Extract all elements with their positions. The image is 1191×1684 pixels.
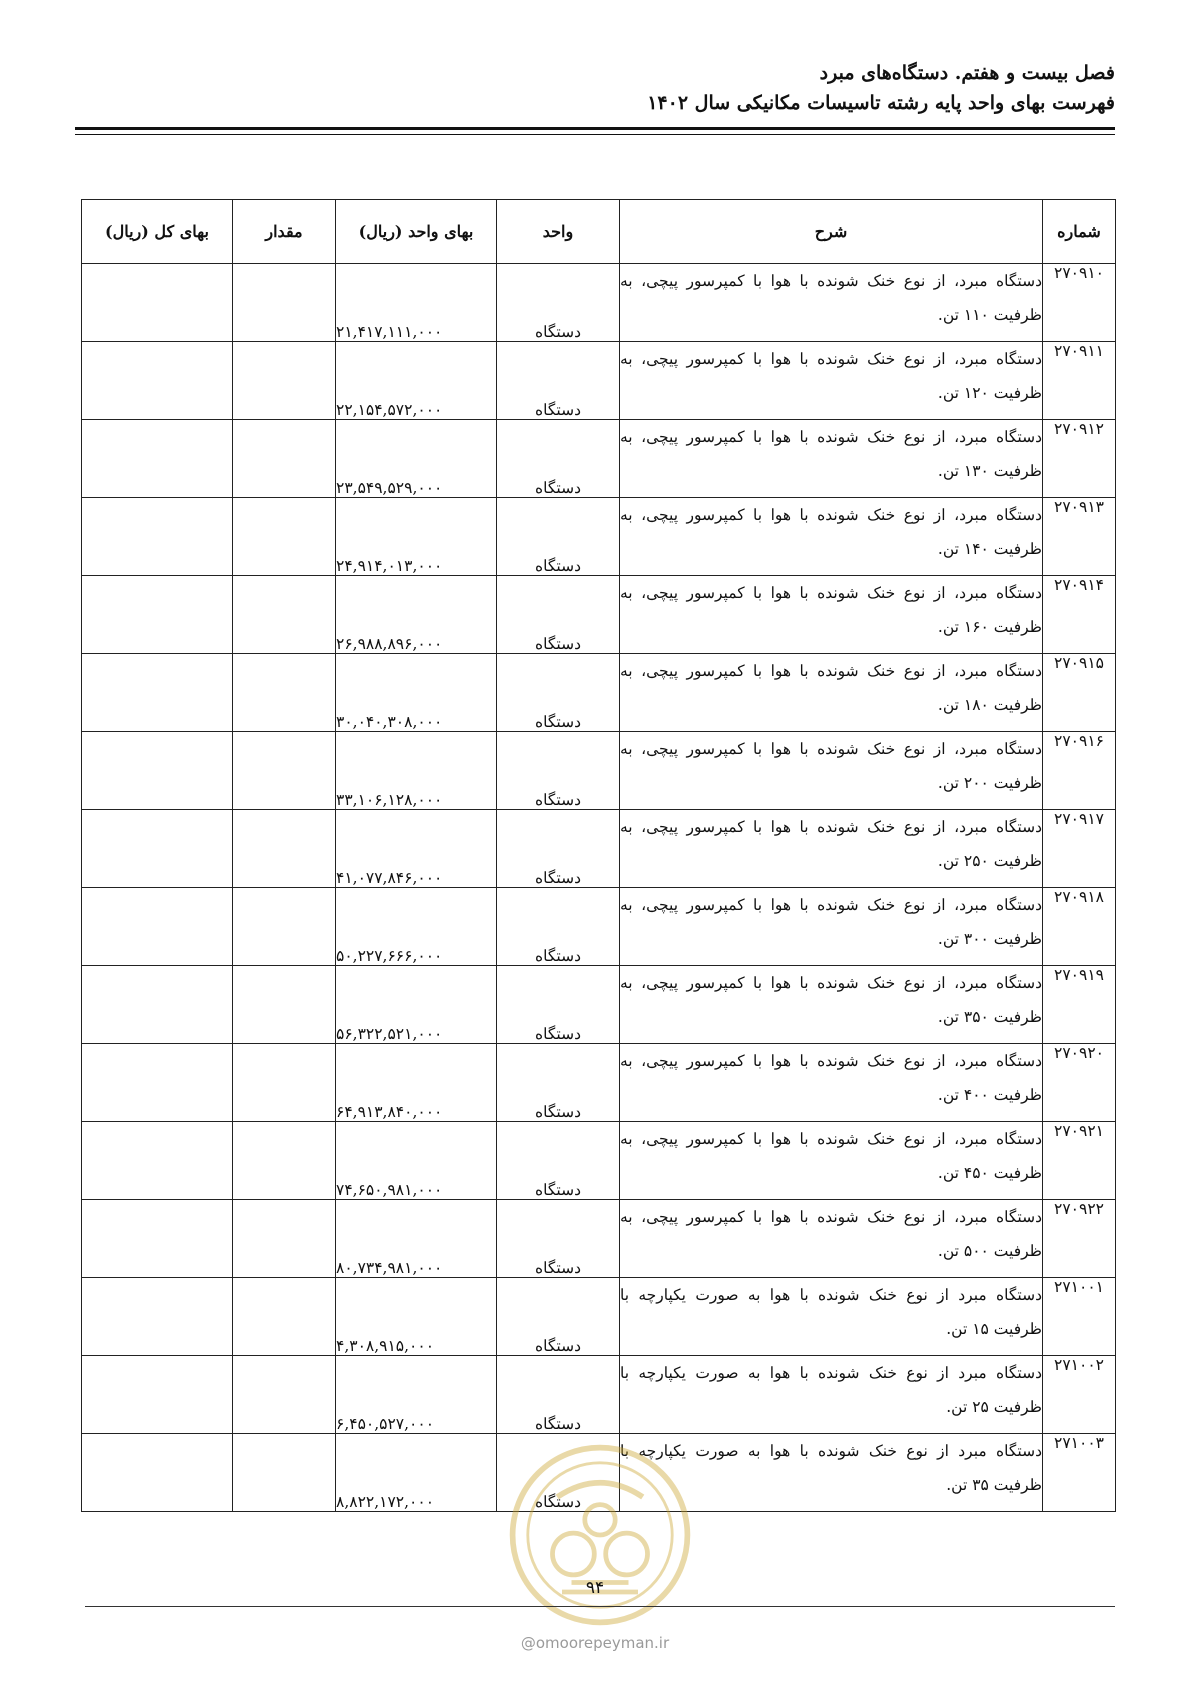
cell-unit-price: ۲۴,۹۱۴,۰۱۳,۰۰۰: [336, 498, 497, 576]
cell-code: ۲۷۰۹۱۰: [1043, 264, 1116, 342]
cell-unit: دستگاه: [497, 732, 620, 810]
cell-unit: دستگاه: [497, 420, 620, 498]
table-row: [82, 1122, 1116, 1200]
cell-unit: دستگاه: [497, 1434, 620, 1512]
cell-quantity: [233, 264, 336, 342]
cell-code: ۲۷۰۹۱۹: [1043, 966, 1116, 1044]
cell-total-price: [82, 654, 233, 732]
column-header-description: شرح: [620, 200, 1043, 264]
table-body: [82, 264, 1116, 1512]
table-row: [82, 1278, 1116, 1356]
table-row: [82, 498, 1116, 576]
cell-unit-price: ۲۱,۴۱۷,۱۱۱,۰۰۰: [336, 264, 497, 342]
cell-total-price: [82, 732, 233, 810]
table-row: [82, 966, 1116, 1044]
cell-quantity: [233, 966, 336, 1044]
cell-quantity: [233, 498, 336, 576]
cell-unit-price: ۲۶,۹۸۸,۸۹۶,۰۰۰: [336, 576, 497, 654]
cell-total-price: [82, 810, 233, 888]
cell-description: دستگاه مبرد، از نوع خنک شونده با هوا با کمپرسور پیچی، به ظرفیت ۴۵۰ تن.: [620, 1122, 1043, 1200]
cell-unit-price: ۲۳,۵۴۹,۵۲۹,۰۰۰: [336, 420, 497, 498]
header-divider-thin: [75, 134, 1115, 135]
cell-code: ۲۷۱۰۰۲: [1043, 1356, 1116, 1434]
cell-unit-price: ۳۳,۱۰۶,۱۲۸,۰۰۰: [336, 732, 497, 810]
column-header-unit-price: بهای واحد (ریال): [336, 200, 497, 264]
cell-total-price: [82, 1356, 233, 1434]
cell-description: دستگاه مبرد، از نوع خنک شونده با هوا با کمپرسور پیچی، به ظرفیت ۱۶۰ تن.: [620, 576, 1043, 654]
table-row: [82, 342, 1116, 420]
cell-quantity: [233, 420, 336, 498]
cell-unit: دستگاه: [497, 342, 620, 420]
cell-description: دستگاه مبرد از نوع خنک شونده با هوا به صورت یکپارچه با ظرفیت ۳۵ تن.: [620, 1434, 1043, 1512]
cell-code: ۲۷۰۹۱۴: [1043, 576, 1116, 654]
cell-unit: دستگاه: [497, 1044, 620, 1122]
table-row: [82, 1434, 1116, 1512]
site-credit: @omoorepeyman.ir: [520, 1634, 670, 1652]
table-row: [82, 420, 1116, 498]
cell-description: دستگاه مبرد، از نوع خنک شونده با هوا با کمپرسور پیچی، به ظرفیت ۳۵۰ تن.: [620, 966, 1043, 1044]
cell-unit: دستگاه: [497, 1122, 620, 1200]
table-row: [82, 732, 1116, 810]
cell-total-price: [82, 342, 233, 420]
column-header-total-price: بهای کل (ریال): [82, 200, 233, 264]
cell-unit: دستگاه: [497, 1278, 620, 1356]
footer-divider: [85, 1606, 1115, 1607]
cell-description: دستگاه مبرد، از نوع خنک شونده با هوا با کمپرسور پیچی، به ظرفیت ۱۲۰ تن.: [620, 342, 1043, 420]
cell-total-price: [82, 966, 233, 1044]
cell-quantity: [233, 1200, 336, 1278]
cell-description: دستگاه مبرد، از نوع خنک شونده با هوا با کمپرسور پیچی، به ظرفیت ۲۰۰ تن.: [620, 732, 1043, 810]
cell-code: ۲۷۰۹۱۱: [1043, 342, 1116, 420]
cell-total-price: [82, 1122, 233, 1200]
chapter-title: فصل بیست و هفتم. دستگاه‌های مبرد: [819, 62, 1115, 84]
cell-quantity: [233, 732, 336, 810]
cell-total-price: [82, 498, 233, 576]
cell-total-price: [82, 264, 233, 342]
table-row: [82, 654, 1116, 732]
cell-unit-price: ۴,۳۰۸,۹۱۵,۰۰۰: [336, 1278, 497, 1356]
page-header: [75, 58, 1115, 118]
cell-unit: دستگاه: [497, 888, 620, 966]
cell-quantity: [233, 1122, 336, 1200]
cell-code: ۲۷۰۹۲۲: [1043, 1200, 1116, 1278]
cell-description: دستگاه مبرد، از نوع خنک شونده با هوا با کمپرسور پیچی، به ظرفیت ۱۳۰ تن.: [620, 420, 1043, 498]
cell-description: دستگاه مبرد، از نوع خنک شونده با هوا با کمپرسور پیچی، به ظرفیت ۲۵۰ تن.: [620, 810, 1043, 888]
cell-quantity: [233, 654, 336, 732]
cell-code: ۲۷۰۹۱۶: [1043, 732, 1116, 810]
cell-quantity: [233, 342, 336, 420]
cell-unit: دستگاه: [497, 576, 620, 654]
cell-unit-price: ۷۴,۶۵۰,۹۸۱,۰۰۰: [336, 1122, 497, 1200]
cell-quantity: [233, 576, 336, 654]
cell-total-price: [82, 1278, 233, 1356]
cell-unit-price: ۶۴,۹۱۳,۸۴۰,۰۰۰: [336, 1044, 497, 1122]
column-header-quantity: مقدار: [233, 200, 336, 264]
table-header-row: [82, 200, 1116, 264]
table-row: [82, 1356, 1116, 1434]
cell-description: دستگاه مبرد، از نوع خنک شونده با هوا با کمپرسور پیچی، به ظرفیت ۴۰۰ تن.: [620, 1044, 1043, 1122]
table-row: [82, 1200, 1116, 1278]
cell-description: دستگاه مبرد، از نوع خنک شونده با هوا با کمپرسور پیچی، به ظرفیت ۱۸۰ تن.: [620, 654, 1043, 732]
cell-description: دستگاه مبرد، از نوع خنک شونده با هوا با کمپرسور پیچی، به ظرفیت ۳۰۰ تن.: [620, 888, 1043, 966]
cell-description: دستگاه مبرد از نوع خنک شونده با هوا به صورت یکپارچه با ظرفیت ۱۵ تن.: [620, 1278, 1043, 1356]
cell-total-price: [82, 888, 233, 966]
cell-description: دستگاه مبرد، از نوع خنک شونده با هوا با کمپرسور پیچی، به ظرفیت ۵۰۰ تن.: [620, 1200, 1043, 1278]
table-row: [82, 264, 1116, 342]
cell-unit-price: ۴۱,۰۷۷,۸۴۶,۰۰۰: [336, 810, 497, 888]
cell-code: ۲۷۰۹۲۰: [1043, 1044, 1116, 1122]
column-header-unit: واحد: [497, 200, 620, 264]
cell-quantity: [233, 1044, 336, 1122]
price-table: [81, 199, 1116, 1512]
table-row: [82, 888, 1116, 966]
cell-code: ۲۷۱۰۰۱: [1043, 1278, 1116, 1356]
cell-description: دستگاه مبرد از نوع خنک شونده با هوا به صورت یکپارچه با ظرفیت ۲۵ تن.: [620, 1356, 1043, 1434]
cell-code: ۲۷۰۹۲۱: [1043, 1122, 1116, 1200]
cell-unit-price: ۸۰,۷۳۴,۹۸۱,۰۰۰: [336, 1200, 497, 1278]
cell-total-price: [82, 1434, 233, 1512]
cell-unit: دستگاه: [497, 1200, 620, 1278]
table-row: [82, 810, 1116, 888]
page-number: ۹۴: [585, 1578, 605, 1598]
cell-unit-price: ۵۶,۳۲۲,۵۲۱,۰۰۰: [336, 966, 497, 1044]
cell-quantity: [233, 1356, 336, 1434]
cell-quantity: [233, 1278, 336, 1356]
cell-unit: دستگاه: [497, 498, 620, 576]
header-divider-thick: [75, 127, 1115, 130]
cell-total-price: [82, 1200, 233, 1278]
cell-unit: دستگاه: [497, 810, 620, 888]
cell-unit-price: ۲۲,۱۵۴,۵۷۲,۰۰۰: [336, 342, 497, 420]
cell-unit-price: ۳۰,۰۴۰,۳۰۸,۰۰۰: [336, 654, 497, 732]
cell-unit: دستگاه: [497, 654, 620, 732]
cell-total-price: [82, 576, 233, 654]
cell-code: ۲۷۱۰۰۳: [1043, 1434, 1116, 1512]
cell-unit: دستگاه: [497, 966, 620, 1044]
cell-code: ۲۷۰۹۱۸: [1043, 888, 1116, 966]
cell-unit-price: ۶,۴۵۰,۵۲۷,۰۰۰: [336, 1356, 497, 1434]
cell-description: دستگاه مبرد، از نوع خنک شونده با هوا با کمپرسور پیچی، به ظرفیت ۱۴۰ تن.: [620, 498, 1043, 576]
cell-quantity: [233, 888, 336, 966]
cell-unit: دستگاه: [497, 1356, 620, 1434]
cell-code: ۲۷۰۹۱۲: [1043, 420, 1116, 498]
cell-total-price: [82, 420, 233, 498]
cell-total-price: [82, 1044, 233, 1122]
list-title: فهرست بهای واحد پایه رشته تاسیسات مکانیکی سال ۱۴۰۲: [647, 92, 1115, 114]
cell-quantity: [233, 810, 336, 888]
table-row: [82, 1044, 1116, 1122]
table-row: [82, 576, 1116, 654]
cell-description: دستگاه مبرد، از نوع خنک شونده با هوا با کمپرسور پیچی، به ظرفیت ۱۱۰ تن.: [620, 264, 1043, 342]
cell-unit: دستگاه: [497, 264, 620, 342]
cell-unit-price: ۸,۸۲۲,۱۷۲,۰۰۰: [336, 1434, 497, 1512]
cell-unit-price: ۵۰,۲۲۷,۶۶۶,۰۰۰: [336, 888, 497, 966]
cell-code: ۲۷۰۹۱۵: [1043, 654, 1116, 732]
cell-code: ۲۷۰۹۱۷: [1043, 810, 1116, 888]
cell-quantity: [233, 1434, 336, 1512]
column-header-code: شماره: [1043, 200, 1116, 264]
cell-code: ۲۷۰۹۱۳: [1043, 498, 1116, 576]
